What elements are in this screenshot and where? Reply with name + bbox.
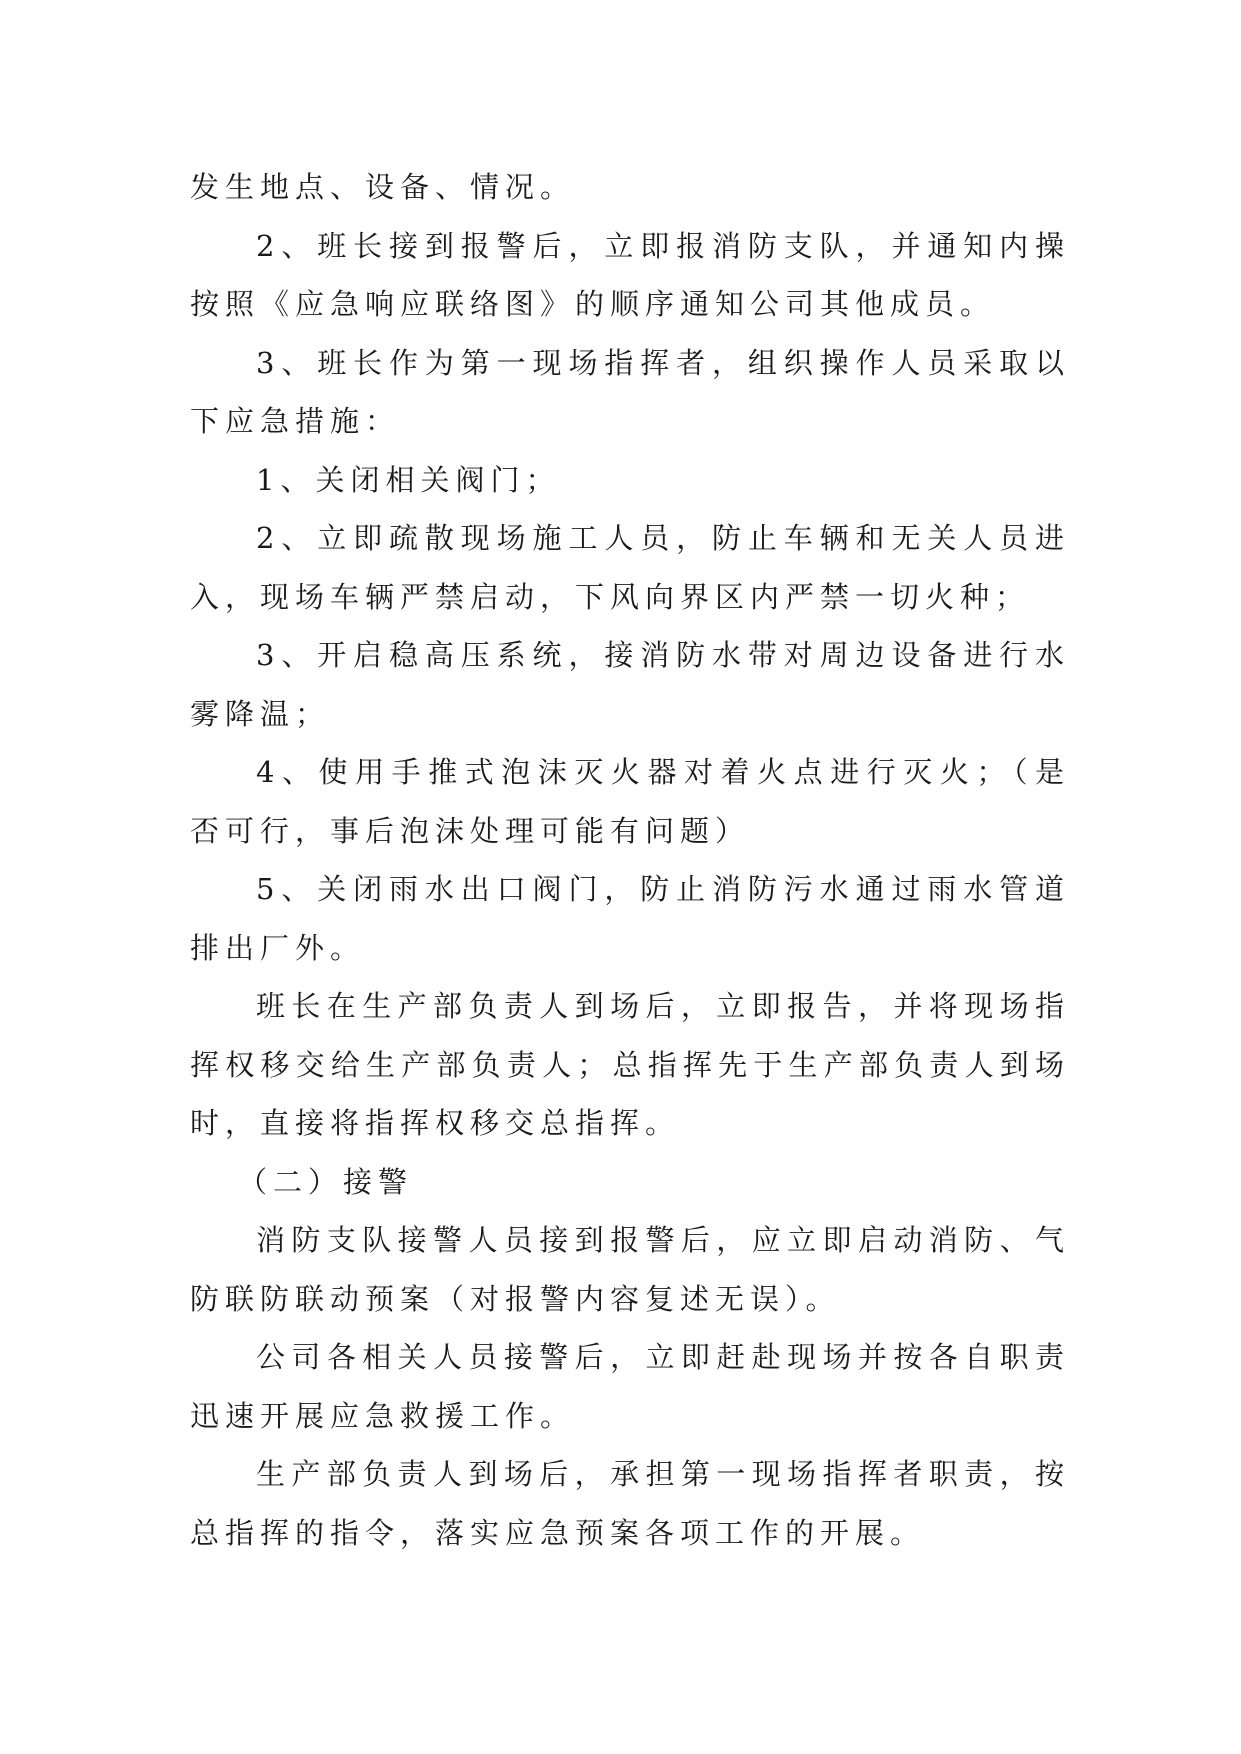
paragraph-company-staff: 公司各相关人员接警后，立即赶赴现场并按各自职责迅速开展应急救援工作。 xyxy=(190,1340,1070,1433)
paragraph-step-2-report: 2、班长接到报警后，立即报消防支队，并通知内操按照《应急响应联络图》的顺序通知公司其他成员。 xyxy=(190,228,1070,321)
document-body xyxy=(190,158,1070,1562)
paragraph-step-3-commander: 3、班长作为第一现场指挥者，组织操作人员采取以下应急措施： xyxy=(190,345,1070,438)
paragraph-measure-4: 4、使用手推式泡沫灭火器对着火点进行灭火；（是否可行，事后泡沫处理可能有问题） xyxy=(190,755,1070,848)
section-heading-receive-alarm: （二）接警 xyxy=(238,1164,414,1199)
paragraph-measure-2: 2、立即疏散现场施工人员，防止车辆和无关人员进入，现场车辆严禁启动，下风向界区内严禁一切火种； xyxy=(190,521,1070,614)
paragraph-handover: 班长在生产部负责人到场后，立即报告，并将现场指挥权移交给生产部负责人；总指挥先于生产部负责人到场时，直接将指挥权移交总指挥。 xyxy=(190,989,1070,1140)
paragraph-location-continued: 发生地点、设备、情况。 xyxy=(190,170,576,204)
paragraph-measure-5: 5、关闭雨水出口阀门，防止消防污水通过雨水管道排出厂外。 xyxy=(190,872,1070,965)
paragraph-production-head: 生产部负责人到场后，承担第一现场指挥者职责，按总指挥的指令，落实应急预案各项工作的开展。 xyxy=(190,1457,1070,1550)
paragraph-measure-3: 3、开启稳高压系统，接消防水带对周边设备进行水雾降温； xyxy=(190,638,1070,731)
paragraph-fire-brigade: 消防支队接警人员接到报警后，应立即启动消防、气防联防联动预案（对报警内容复述无误）。 xyxy=(190,1223,1070,1316)
paragraph-measure-1: 1、关闭相关阀门； xyxy=(256,462,561,497)
